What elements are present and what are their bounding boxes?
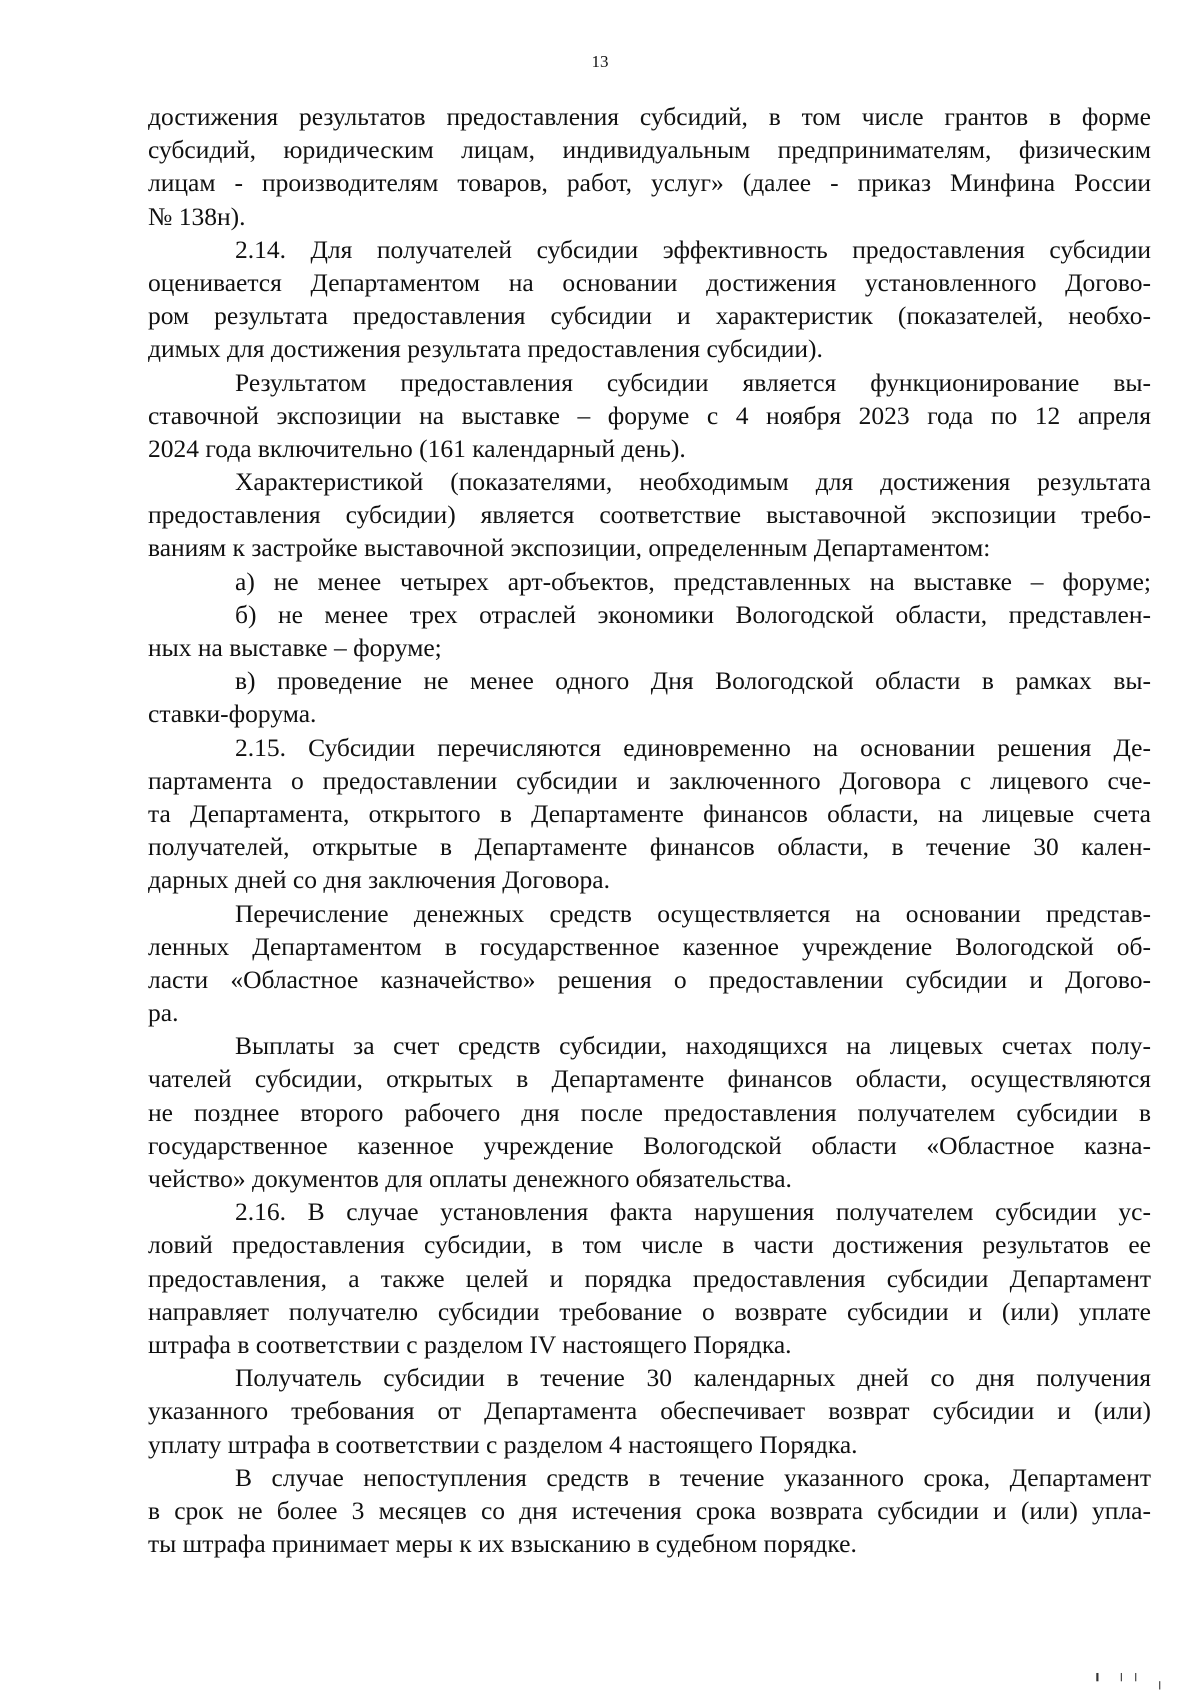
text-line: 2.15. Субсидии перечисляются единовременно на основании решения Де-	[235, 732, 1151, 762]
text-line: направляет получателю субсидии требование о возврате субсидии и (или) уплате	[148, 1296, 1151, 1326]
text-line: ты штрафа принимает меры к их взысканию в судебном порядке.	[148, 1529, 857, 1559]
text-line: ловий предоставления субсидии, в том числе в части достижения результатов ее	[148, 1230, 1151, 1260]
text-line: ра.	[148, 998, 179, 1028]
text-line: предоставления, а также целей и порядка предоставления субсидии Департамент	[148, 1263, 1151, 1293]
text-line: лицам - производителям товаров, работ, услуг» (далее - приказ Минфина России	[148, 168, 1151, 198]
text-line: указанного требования от Департамента обеспечивает возврат субсидии и (или)	[148, 1396, 1151, 1426]
text-line: Выплаты за счет средств субсидии, находящихся на лицевых счетах полу-	[235, 1031, 1151, 1061]
document-body	[148, 100, 1151, 1560]
text-line: чейство» документов для оплаты денежного обязательства.	[148, 1164, 792, 1193]
text-line: дарных дней со дня заключения Договора.	[148, 865, 610, 895]
text-line: субсидий, юридическим лицам, индивидуальным предпринимателям, физическим	[148, 135, 1151, 165]
text-line: в срок не более 3 месяцев со дня истечения срока возврата субсидии и (или) упла-	[148, 1495, 1151, 1525]
text-line: димых для достижения результата предоставления субсидии).	[148, 334, 823, 364]
text-line: а) не менее четырех арт-объектов, представленных на выставке – форуме;	[235, 566, 1151, 596]
text-line: в) проведение не менее одного Дня Вологодской области в рамках вы-	[235, 666, 1151, 696]
text-line: В случае непоступления средств в течение указанного срока, Департамент	[235, 1462, 1151, 1492]
text-line: 2.16. В случае установления факта нарушения получателем субсидии ус-	[235, 1197, 1151, 1227]
text-line: № 138н).	[148, 201, 246, 231]
text-line: предоставления субсидии) является соответствие выставочной экспозиции требо-	[148, 500, 1151, 530]
text-line: Характеристикой (показателями, необходимым для достижения результата	[235, 467, 1151, 497]
text-line: не позднее второго рабочего дня после предоставления получателем субсидии в	[148, 1097, 1151, 1127]
text-line: достижения результатов предоставления субсидий, в том числе грантов в форме	[148, 102, 1151, 131]
text-line: Результатом предоставления субсидии является функционирование вы-	[235, 367, 1151, 397]
text-line: ласти «Областное казначейство» решения о предоставлении субсидии и Догово-	[148, 964, 1151, 994]
text-line: 2.14. Для получателей субсидии эффективность предоставления субсидии	[235, 234, 1151, 264]
text-line: уплату штрафа в соответствии с разделом 4 настоящего Порядка.	[148, 1429, 858, 1459]
scan-marks: ╹ ╵╵ ╷	[1093, 1675, 1170, 1690]
text-line: ваниям к застройке выставочной экспозиции, определенным Департаментом:	[148, 533, 991, 563]
page-number: 13	[591, 52, 609, 71]
text-line: ленных Департаментом в государственное казенное учреждение Вологодской об-	[148, 931, 1151, 961]
text-line: штрафа в соответствии с разделом IV настоящего Порядка.	[148, 1329, 792, 1359]
text-line: Перечисление денежных средств осуществляется на основании представ-	[235, 898, 1151, 928]
text-line: ставочной экспозиции на выставке – форуме с 4 ноября 2023 года по 12 апреля	[148, 400, 1151, 430]
text-line: б) не менее трех отраслей экономики Вологодской области, представлен-	[235, 599, 1151, 629]
text-line: ром результата предоставления субсидии и характеристик (показателей, необхо-	[148, 301, 1151, 331]
text-line: государственное казенное учреждение Вологодской области «Областное казна-	[148, 1130, 1151, 1160]
text-line: та Департамента, открытого в Департаменте финансов области, на лицевые счета	[148, 798, 1151, 828]
text-line: чателей субсидии, открытых в Департаменте финансов области, осуществляются	[148, 1064, 1151, 1094]
text-line: ставки-форума.	[148, 699, 317, 729]
text-line: партамента о предоставлении субсидии и заключенного Договора с лицевого сче-	[148, 765, 1151, 795]
text-line: ных на выставке – форуме;	[148, 633, 442, 662]
text-line: получателей, открытые в Департаменте финансов области, в течение 30 кален-	[148, 832, 1151, 862]
text-line: 2024 года включительно (161 календарный день).	[148, 433, 686, 463]
text-line: оценивается Департаментом на основании достижения установленного Догово-	[148, 267, 1151, 297]
text-line: Получатель субсидии в течение 30 календарных дней со дня получения	[235, 1363, 1151, 1393]
